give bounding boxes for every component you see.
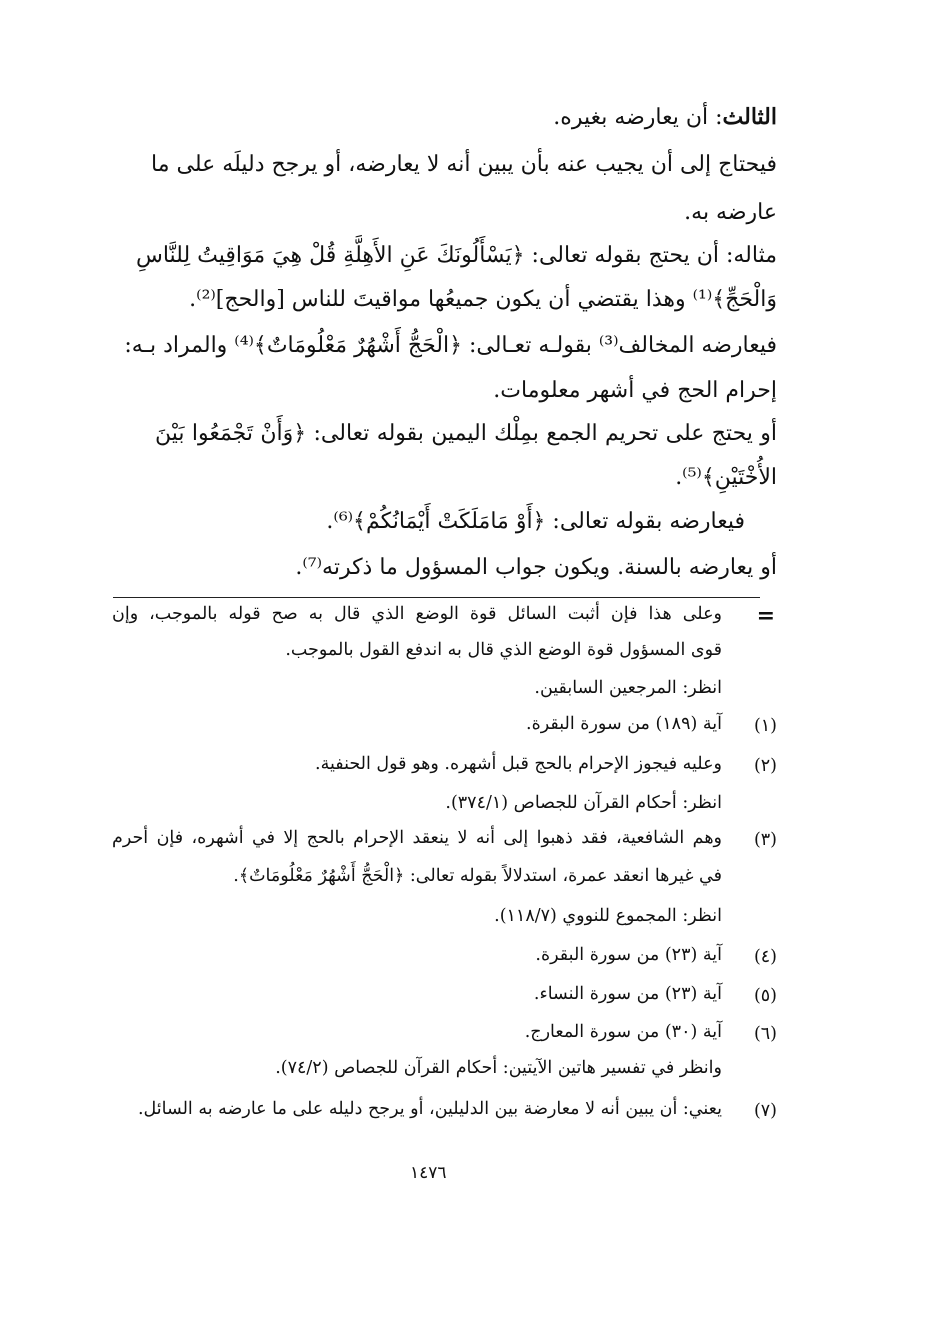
main-line-7: إحرام الحج في أشهر معلومات. bbox=[493, 378, 777, 403]
footnote-separator bbox=[113, 597, 760, 598]
page-number: ١٤٧٦ bbox=[410, 1163, 447, 1183]
footnote-number: (٢) bbox=[753, 756, 777, 776]
main-line-3: عارضه به. bbox=[684, 200, 777, 225]
footnote-text: آية (٢٣) من سورة البقرة. bbox=[535, 945, 722, 965]
footnote-number: (٤) bbox=[753, 947, 777, 967]
main-line-6: فيعارضه المخالف⁽³⁾ بقولـه تعـالى: ﴿الْحَجُّ أَشْهُرٌ مَعْلُومَاتٌ﴾⁽⁴⁾ والمراد بـه: bbox=[124, 333, 777, 358]
footnote-text: وهم الشافعية، فقد ذهبوا إلى أنه لا ينعقد الإحرام بالحج إلا في أشهره، فإن أحرم bbox=[112, 828, 722, 848]
footnote-cont-line-2: قوى المسؤول قوة الوضع الذي قال به اندفع القول بالموجب. bbox=[285, 640, 722, 660]
footnote-number: (٣) bbox=[753, 830, 777, 850]
footnote-cont-line-3: انظر: المرجعين السابقين. bbox=[534, 678, 722, 698]
footnote-number: (٥) bbox=[753, 986, 777, 1006]
main-line-9: الأُخْتَيْنِ﴾⁽⁵⁾. bbox=[675, 465, 777, 490]
main-line-11: أو يعارضه بالسنة. ويكون جواب المسؤول ما ذكرته⁽⁷⁾. bbox=[295, 555, 777, 580]
main-line-10: فيعارضه بقوله تعالى: ﴿أَوْ مَامَلَكَتْ أَيْمَانُكُمْ﴾⁽⁶⁾. bbox=[326, 509, 745, 534]
section-label-rest: : أن يعارضه بغيره. bbox=[553, 105, 723, 130]
footnote-cont-line-1: وعلى هذا فإن أثبت السائل قوة الوضع الذي قال به صح قوله بالموجب، وإن bbox=[112, 604, 722, 624]
footnote-text: انظر: أحكام القرآن للجصاص (٣٧٤/١). bbox=[445, 793, 722, 813]
section-label: الثالث bbox=[722, 104, 777, 130]
main-line-8: أو يحتج على تحريم الجمع بمِلْك اليمين بقوله تعالى: ﴿وَأَنْ تَجْمَعُوا بَيْنَ bbox=[155, 421, 777, 446]
footnote-text: انظر: المجموع للنووي (١١٨/٧). bbox=[494, 906, 722, 926]
footnote-text: يعني: أن يبين أنه لا معارضة بين الدليلين، أو يرجح دليله على ما عارضه به السائل. bbox=[137, 1099, 722, 1119]
footnote-text: وانظر في تفسير هاتين الآيتين: أحكام القرآن للجصاص (٧٤/٢). bbox=[275, 1058, 722, 1078]
footnote-text: في غيرها انعقد عمرة، استدلالاً بقوله تعالى: ﴿الْحَجُّ أَشْهُرٌ مَعْلُومَاتٌ﴾. bbox=[233, 866, 722, 886]
footnote-number: (١) bbox=[753, 716, 777, 736]
continuation-mark: = bbox=[756, 603, 775, 629]
footnote-number: (٧) bbox=[753, 1101, 777, 1121]
footnote-text: آية (١٨٩) من سورة البقرة. bbox=[526, 714, 722, 734]
main-line-5: وَالْحَجِّ﴾⁽¹⁾ وهذا يقتضي أن يكون جميعُها مواقيتَ للناس [والحج]⁽²⁾. bbox=[189, 287, 777, 312]
footnote-text: آية (٢٣) من سورة النساء. bbox=[533, 984, 722, 1004]
main-line-4: مثاله: أن يحتج بقوله تعالى: ﴿يَسْأَلُونَكَ عَنِ الأَهِلَّةِ قُلْ هِيَ مَوَاقِيتُ لِلنَّاسِ bbox=[135, 243, 777, 268]
footnote-text: آية (٣٠) من سورة المعارج. bbox=[524, 1022, 722, 1042]
main-line-1 bbox=[553, 104, 777, 130]
main-line-2: فيحتاج إلى أن يجيب عنه بأن يبين أنه لا يعارضه، أو يرجح دليلَه على ما bbox=[151, 152, 777, 177]
footnote-text: وعليه فيجوز الإحرام بالحج قبل أشهره. وهو قول الحنفية. bbox=[315, 754, 722, 774]
footnote-number: (٦) bbox=[753, 1024, 777, 1044]
